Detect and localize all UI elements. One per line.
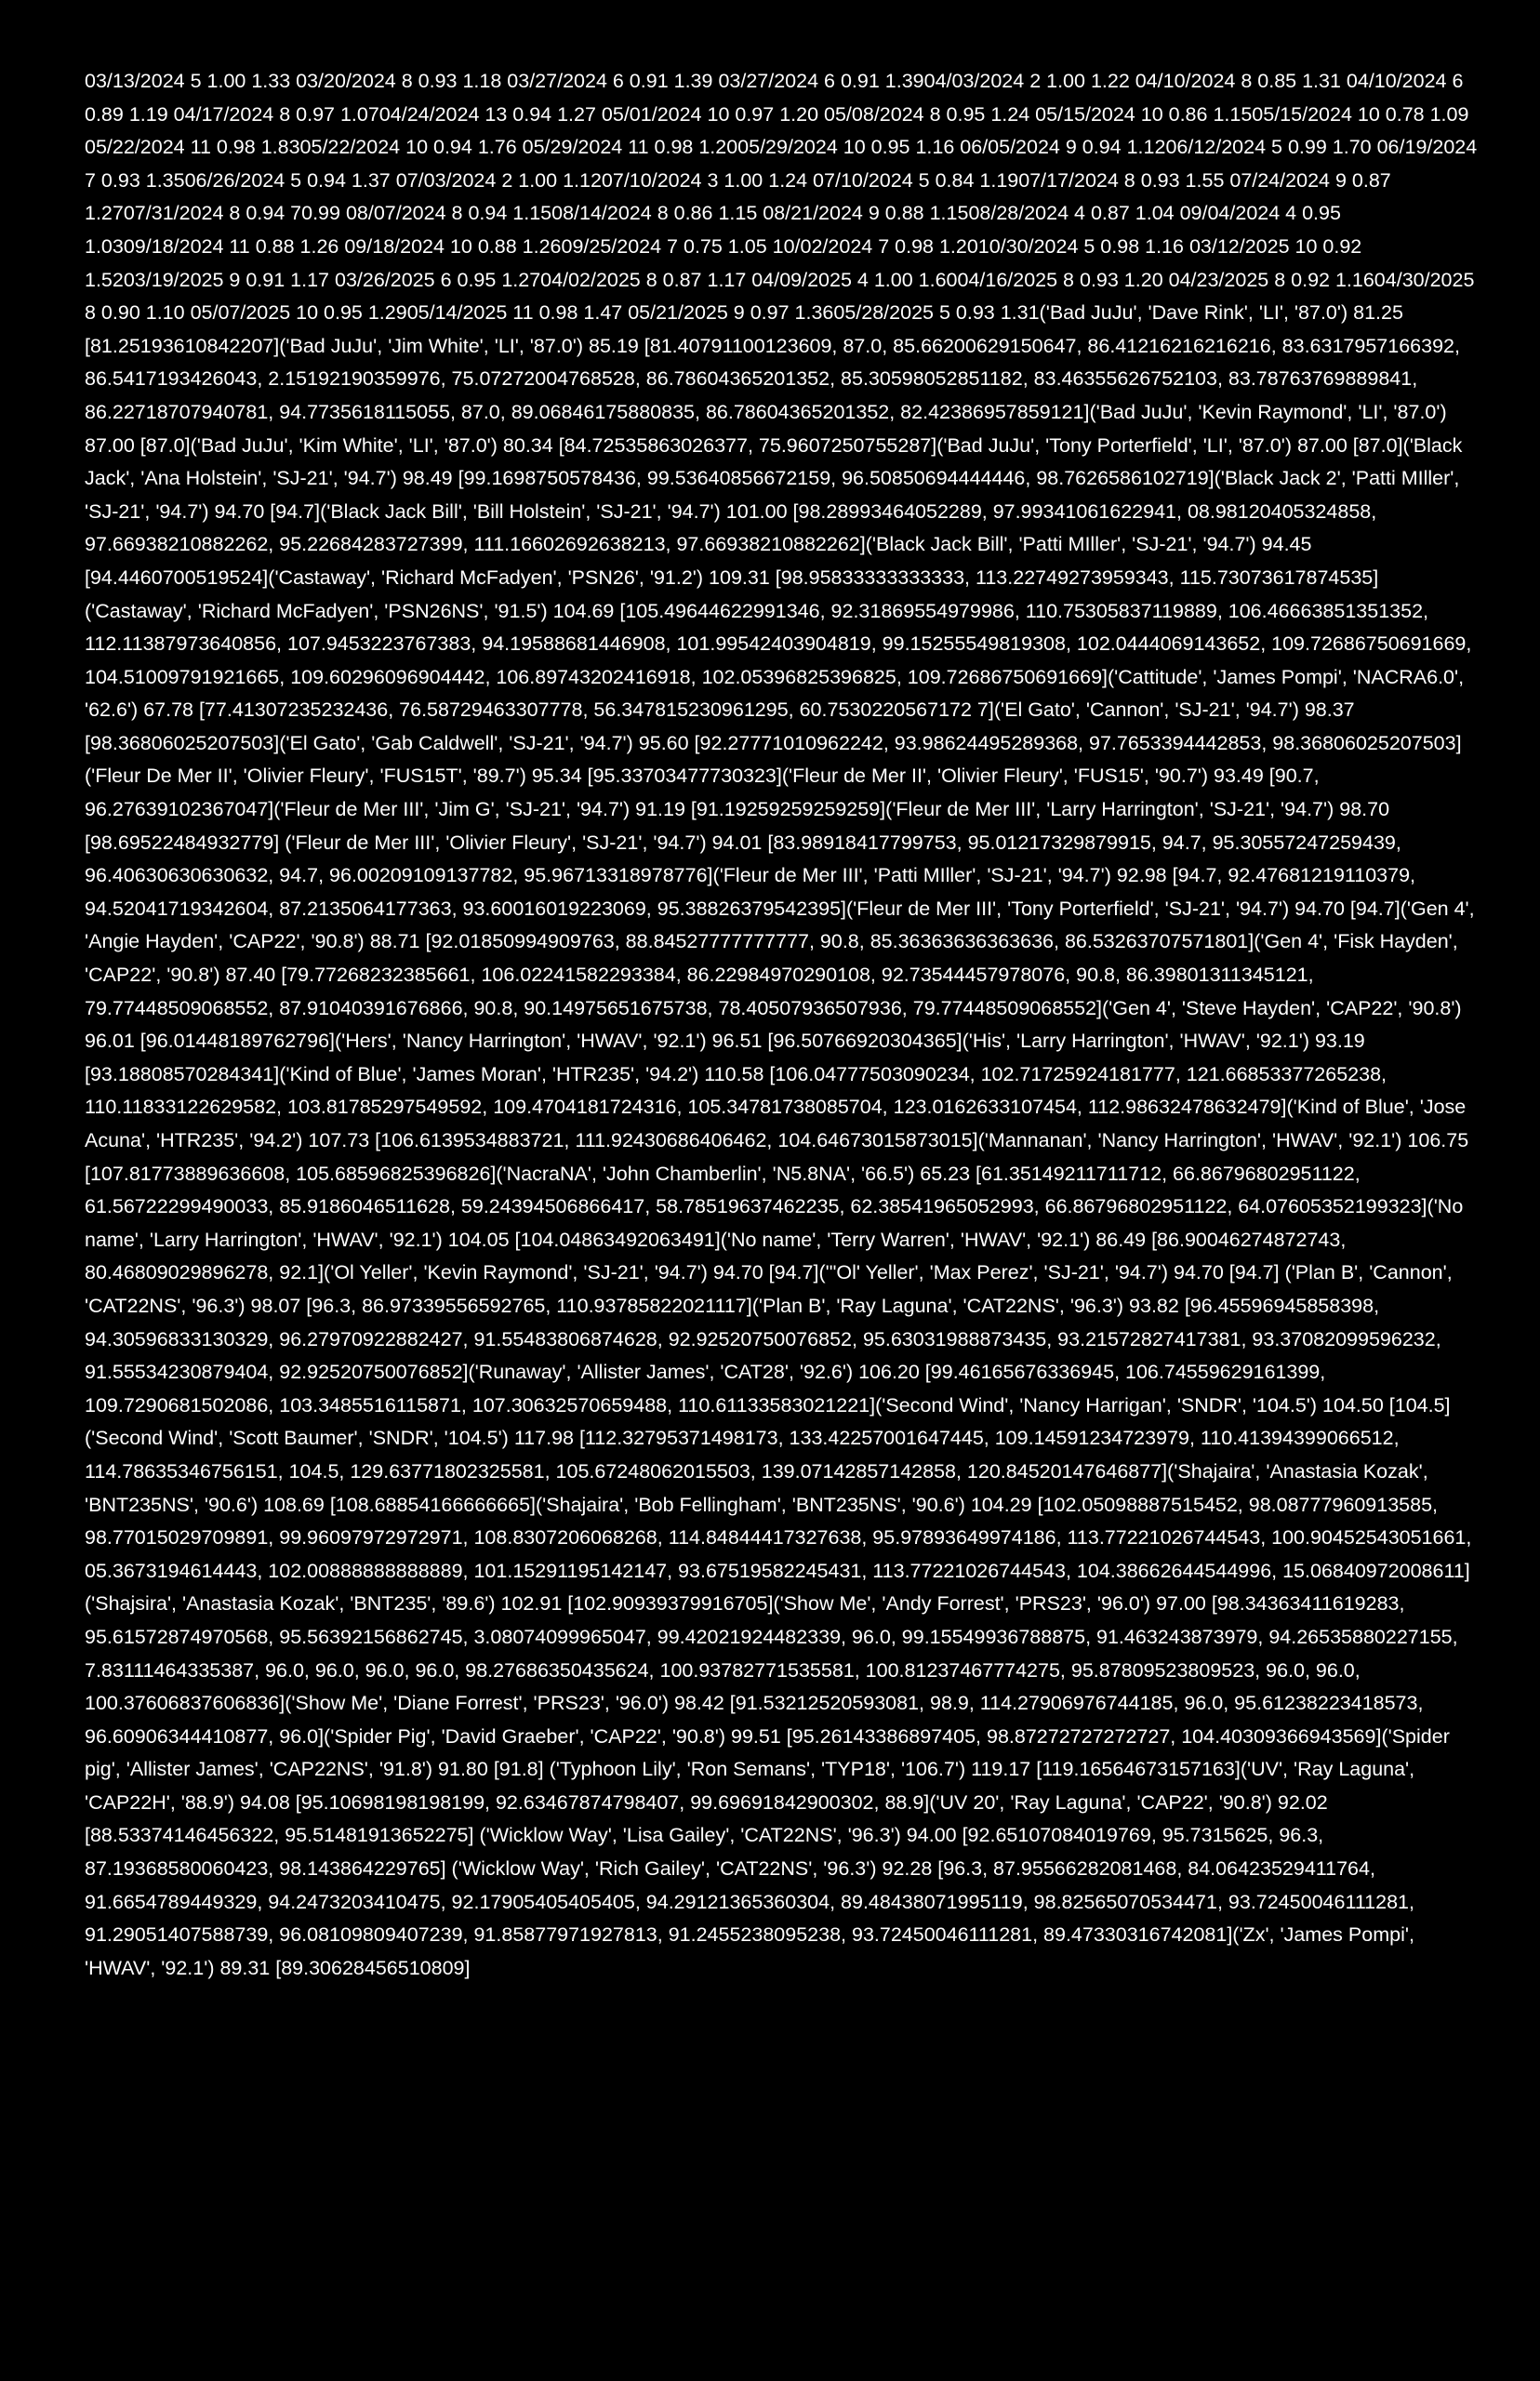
document-text: 03/13/2024 5 1.00 1.33 03/20/2024 8 0.93 1.18 03/27/2024 6 0.91 1.39 03/27/2024 6 0.91 1.3904/03/2024 2 1.00 1.22 04/10/2024 8 0.85 1.31 04/10/2024 6 0.89 1.19 04/17/2024 8 0.97 1.0704/24/2024 13 0.94 1.27 05/01/2024 10 0.97 1.20 05/08/2024 8 0.95 1.24 05/15/2024 10 0.86 1.1505/15/2024 10 0.78 1.09 05/22/2024 11 0.98 1.8305/22/2024 10 0.94 1.76 05/29/2024 11 0.98 1.2005/29/2024 10 0.95 1.16 06/05/2024 9 0.94 1.1206/12/2024 5 0.99 1.70 06/19/2024 7 0.93 1.3506/26/2024 5 0.94 1.37 07/03/2024 2 1.00 1.1207/10/2024 3 1.00 1.24 07/10/2024 5 0.84 1.1907/17/2024 8 0.93 1.55 07/24/2024 9 0.87 1.2707/31/2024 8 0.94 70.99 08/07/2024 8 0.94 1.1508/14/2024 8 0.86 1.15 08/21/2024 9 0.88 1.1508/28/2024 4 0.87 1.04 09/04/2024 4 0.95 1.0309/18/2024 11 0.88 1.26 09/18/2024 10 0.88 1.2609/25/2024 7 0.75 1.05 10/02/2024 7 0.98 1.2010/30/2024 5 0.98 1.16 03/12/2025 10 0.92 1.5203/19/2025 9 0.91 1.17 03/26/2025 6 0.95 1.2704/02/2025 8 0.87 1.17 04/09/2025 4 1.00 1.6004/16/2025 8 0.93 1.20 04/23/2025 8 0.92 1.1604/30/2025 8 0.90 1.10 05/07/2025 10 0.95 1.2905/14/2025 11 0.98 1.47 05/21/2025 9 0.97 1.3605/28/2025 5 0.93 1.31('Bad JuJu', 'Dave Rink', 'LI', '87.0') 81.25 [81.25193610842207]('Bad JuJu', 'Jim White', 'LI', '87.0') 85.19 [81.40791100123609, 87.0, 85.66200629150647, 86.41216216216216, 83.6317957166392, 86.5417193426043, 2.15192190359976, 75.07272004768528, 86.78604365201352, 85.30598052851182, 83.46355626752103, 83.78763769889841, 86.22718707940781, 94.7735618115055, 87.0, 89.06846175880835, 86.78604365201352, 82.42386957859121]('Bad JuJu', 'Kevin Raymond', 'LI', '87.0') 87.00 [87.0]('Bad JuJu', 'Kim White', 'LI', '87.0') 80.34 [84.72535863026377, 75.9607250755287]('Bad JuJu', 'Tony Porterfield', 'LI', '87.0') 87.00 [87.0]('Black Jack', 'Ana Holstein', 'SJ-21', '94.7') 98.49 [99.1698750578436, 99.53640856672159, 96.50850694444446, 98.7626586102719]('Black Jack 2', 'Patti MIller', 'SJ-21', '94.7') 94.70 [94.7]('Black Jack Bill', 'Bill Holstein', 'SJ-21', '94.7') 101.00 [98.28993464052289, 97.99341061622941, 08.98120405324858, 97.66938210882262, 95.22684283727399, 111.16602692638213, 97.66938210882262]('Black Jack Bill', 'Patti MIller', 'SJ-21', '94.7') 94.45 [94.4460700519524]('Castaway', 'Richard McFadyen', 'PSN26', '91.2') 109.31 [98.95833333333333, 113.22749273959343, 115.73073617874535] ('Castaway', 'Richard McFadyen', 'PSN26NS', '91.5') 104.69 [105.49644622991346, 92.31869554979986, 110.75305837119889, 106.46663851351352, 112.11387973640856, 107.9453223767383, 94.19588681446908, 101.99542403904819, 99.15255549819308, 102.0444069143652, 109.72686750691669, 104.51009791921665, 109.60296096904442, 106.89743202416918, 102.05396825396825, 109.72686750691669]('Cattitude', 'James Pompi', 'NACRA6.0', '62.6') 67.78 [77.41307235232436, 76.58729463307778, 56.347815230961295, 60.7530220567172 7]('El Gato', 'Cannon', 'SJ-21', '94.7') 98.37 [98.36806025207503]('El Gato', 'Gab Caldwell', 'SJ-21', '94.7') 95.60 [92.27771010962242, 93.98624495289368, 97.7653394442853, 98.36806025207503]('Fleur De Mer II', 'Olivier Fleury', 'FUS15T', '89.7') 95.34 [95.33703477730323]('Fleur de Mer II', 'Olivier Fleury', 'FUS15', '90.7') 93.49 [90.7, 96.27639102367047]('Fleur de Mer III', 'Jim G', 'SJ-21', '94.7') 91.19 [91.19259259259259]('Fleur de Mer III', 'Larry Harrington', 'SJ-21', '94.7') 98.70 [98.69522484932779] ('Fleur de Mer III', 'Olivier Fleury', 'SJ-21', '94.7') 94.01 [83.98918417799753, 95.01217329879915, 94.7, 95.30557247259439, 96.40630630630632, 94.7, 96.00209109137782, 95.96713318978776]('Fleur de Mer III', 'Patti MIller', 'SJ-21', '94.7') 92.98 [94.7, 92.47681219110379, 94.52041719342604, 87.2135064177363, 93.60016019223069, 95.38826379542395]('Fleur de Mer III', 'Tony Porterfield', 'SJ-21', '94.7') 94.70 [94.7]('Gen 4', 'Angie Hayden', 'CAP22', '90.8') 88.71 [92.01850994909763, 88.84527777777777, 90.8, 85.36363636363636, 86.53263707571801]('Gen 4', 'Fisk Hayden', 'CAP22', '90.8') 87.40 [79.77268232385661, 106.02241582293384, 86.22984970290108, 92.73544457978076, 90.8, 86.39801311345121, 79.77448509068552, 87.91040391676866, 90.8, 90.14975651675738, 78.40507936507936, 79.77448509068552]('Gen 4', 'Steve Hayden', 'CAP22', '90.8') 96.01 [96.01448189762796]('Hers', 'Nancy Harrington', 'HWAV', '92.1') 96.51 [96.50766920304365]('His', 'Larry Harrington', 'HWAV', '92.1') 93.19 [93.18808570284341]('Kind of Blue', 'James Moran', 'HTR235', '94.2') 110.58 [106.04777503090234, 102.71725924181777, 121.66853377265238, 110.11833122629582, 103.81785297549592, 109.4704181724316, 105.34781738085704, 123.0162633107454, 112.98632478632479]('Kind of Blue', 'Jose Acuna', 'HTR235', '94.2') 107.73 [106.6139534883721, 111.92430686406462, 104.64673015873015]('Mannanan', 'Nancy Harrington', 'HWAV', '92.1') 106.75 [107.81773889636608, 105.68596825396826]('NacraNA', 'John Chamberlin', 'N5.8NA', '66.5') 65.23 [61.35149211711712, 66.86796802951122, 61.56722299490033, 85.9186046511628, 59.24394506866417, 58.78519637462235, 62.38541965052993, 66.86796802951122, 64.07605352199323]('No name', 'Larry Harrington', 'HWAV', '92.1') 104.05 [104.04863492063491]('No name', 'Terry Warren', 'HWAV', '92.1') 86.49 [86.90046274872743, 80.46809029896278, 92.1]('Ol Yeller', 'Kevin Raymond', 'SJ-21', '94.7') 94.70 [94.7]('"Ol' Yeller', 'Max Perez', 'SJ-21', '94.7') 94.70 [94.7] ('Plan B', 'Cannon', 'CAT22NS', '96.3') 98.07 [96.3, 86.97339556592765, 110.93785822021117]('Plan B', 'Ray Laguna', 'CAT22NS', '96.3') 93.82 [96.45596945858398, 94.30596833130329, 96.27970922882427, 91.55483806874628, 92.92520750076852, 95.63031988873435, 93.21572827417381, 93.37082099596232, 91.55534230879404, 92.92520750076852]('Runaway', 'Allister James', 'CAT28', '92.6') 106.20 [99.46165676336945, 106.74559629161399, 109.7290681502086, 103.3485516115871, 107.30632570659488, 110.61133583021221]('Second Wind', 'Nancy Harrigan', 'SNDR', '104.5') 104.50 [104.5]('Second Wind', 'Scott Baumer', 'SNDR', '104.5') 117.98 [112.32795371498173, 133.42257001647445, 109.14591234723979, 110.41394399066512, 114.78635346756151, 104.5, 129.63771802325581, 105.67248062015503, 139.07142857142858, 120.84520147646877]('Shajaira', 'Anastasia Kozak', 'BNT235NS', '90.6') 108.69 [108.68854166666665]('Shajaira', 'Bob Fellingham', 'BNT235NS', '90.6') 104.29 [102.05098887515452, 98.08777960913585, 98.77015029709891, 99.96097972972971, 108.8307206068268, 114.84844417327638, 95.97893649974186, 113.77221026744543, 100.90452543051661, 05.3673194614443, 102.00888888888889, 101.15291195142147, 93.67519582245431, 113.77221026744543, 104.38662644544996, 15.06840972008611]('Shajsira', 'Anastasia Kozak', 'BNT235', '89.6') 102.91 [102.90939379916705]('Show Me', 'Andy Forrest', 'PRS23', '96.0') 97.00 [98.34363411619283, 95.61572874970568, 95.56392156862745, 3.08074099965047, 99.42021924482339, 96.0, 99.15549936788875, 91.463243873979, 94.26535880227155, 7.83111464335387, 96.0, 96.0, 96.0, 96.0, 98.27686350435624, 100.93782771535581, 100.81237467774275, 95.87809523809523, 96.0, 96.0, 100.37606837606836]('Show Me', 'Diane Forrest', 'PRS23', '96.0') 98.42 [91.53212520593081, 98.9, 114.27906976744185, 96.0, 95.61238223418573, 96.60906344410877, 96.0]('Spider Pig', 'David Graeber', 'CAP22', '90.8') 99.51 [95.26143386897405, 98.87272727272727, 104.40309366943569]('Spider pig', 'Allister James', 'CAP22NS', '91.8') 91.80 [91.8] ('Typhoon Lily', 'Ron Semans', 'TYP18', '106.7') 119.17 [119.16564673157163]('UV', 'Ray Laguna', 'CAP22H', '88.9') 94.08 [95.10698198198199, 92.63467874798407, 99.69691842900302, 88.9]('UV 20', 'Ray Laguna', 'CAP22', '90.8') 92.02 [88.53374146456322, 95.51481913652275] ('Wicklow Way', 'Lisa Gailey', 'CAT22NS', '96.3') 94.00 [92.65107084019769, 95.7315625, 96.3, 87.19368580060423, 98.143864229765] ('Wicklow Way', 'Rich Gailey', 'CAT22NS', '96.3') 92.28 [96.3, 87.95566282081468, 84.06423529411764, 91.6654789449329, 94.2473203410475, 92.17905405405405, 94.29121365360304, 89.48438071995119, 98.82565070534471, 93.72450046111281, 91.29051407588739, 96.08109809407239, 91.85877971927813, 91.2455238095238, 93.72450046111281, 89.47330316742081]('Zx', 'James Pompi', 'HWAV', '92.1') 89.31 [89.30628456510809] — [85, 70, 1478, 1979]
